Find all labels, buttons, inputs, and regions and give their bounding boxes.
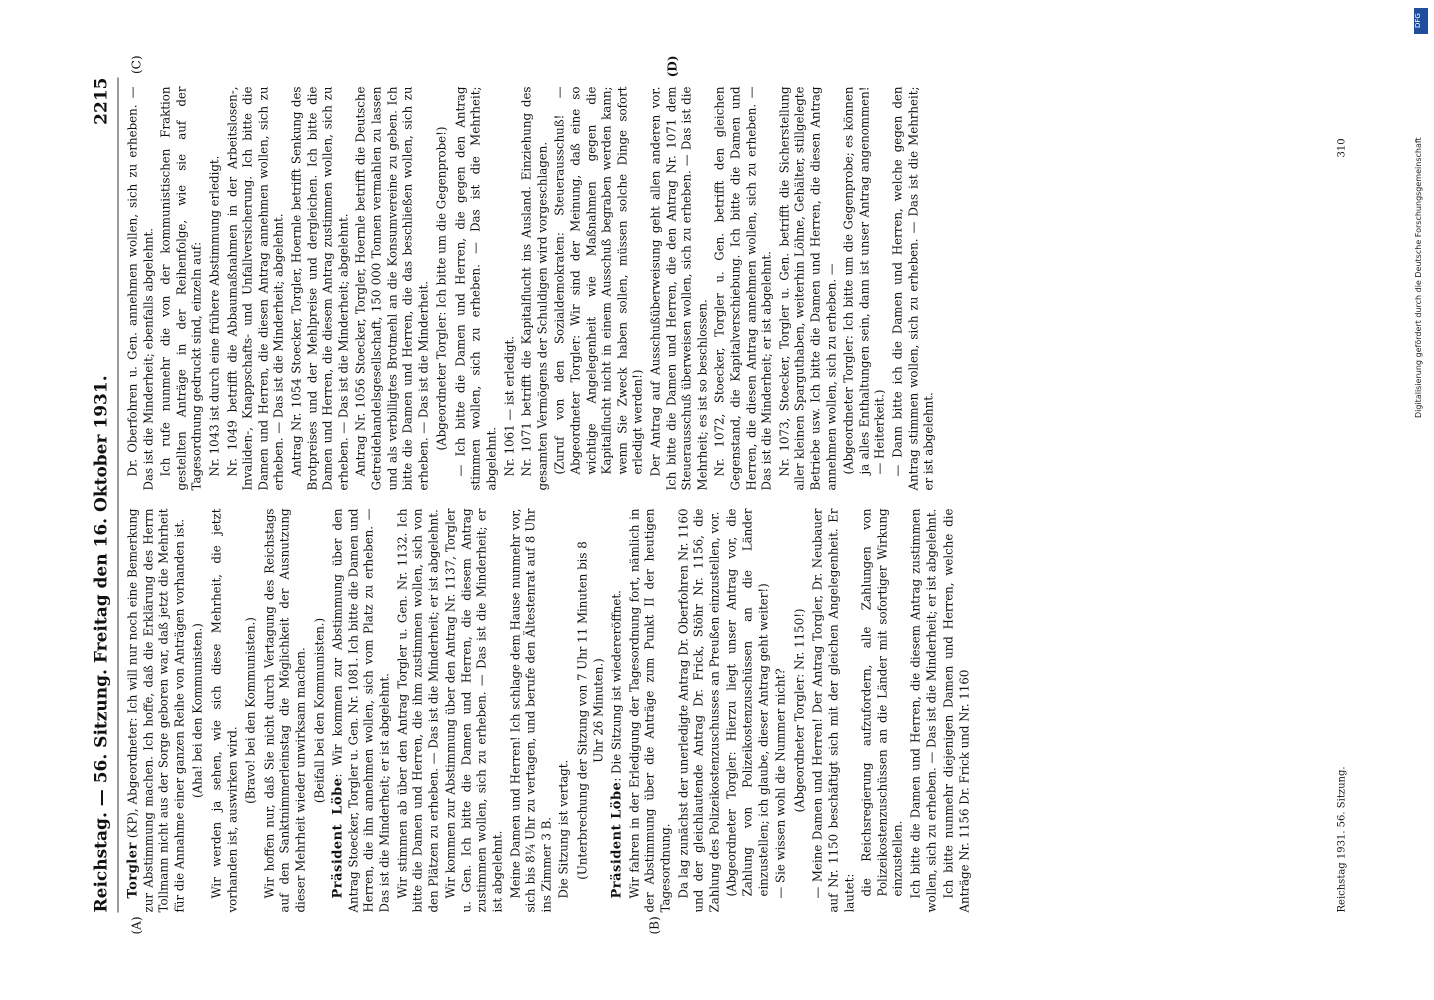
speaker-name: Präsident Löbe (330, 777, 346, 899)
paragraph: Meine Damen und Herren! Ich schlage dem Hause nunmehr vor, sich bis 8¼ Uhr zu vertagen, und berufe den Ältestenrat auf 8 Uhr ins Zimmer 3 B. (508, 508, 554, 913)
paragraph: Antrag Nr. 1054 Stoecker, Torgler, Hoernle betrifft Senkung des Brotpreises und der Mehlpreise und dergleichen. Ich bitte die Damen und Herren, die diesem Antrag zustimmen wollen, sich zu erheben. — Das ist die Minderheit; abgelehnt. (289, 86, 351, 491)
left-column (126, 509, 975, 913)
interjection: (Aha! bei den Kommunisten.) (190, 623, 205, 798)
margin-marker-b: (B) (647, 916, 662, 935)
speech-text: : Die Sitzung ist wiedereröffnet. (609, 590, 624, 782)
speech-text: : Wir kommen zur Abstimmung über den Antrag Stoecker, Torgler u. Gen. Nr. 1081. Ich bitte die Damen und Herren, die ihn annehmen wollen, sich vom Platz zu erheben. — Das ist die Minderheit; er ist abgelehnt. (330, 508, 392, 913)
paragraph: Wir hoffen nur, daß Sie nicht durch Vertagung des Reichstags auf den Sanktnimmerleinstag die Möglichkeit der Ausnutzung dieser Mehrheit wieder unwirksam machen. (262, 508, 308, 913)
speaker-name: Torgler (125, 842, 141, 899)
block-quote: (Abgeordneter Torgler: Ich bitte um die Gegenprobe; es können ja alles Enthaltungen sein, dann ist unser Antrag angenommen! — Heiterkeit.) (841, 86, 887, 475)
speech-paragraph (126, 509, 188, 913)
speaker-name: Präsident Löbe (609, 781, 625, 899)
digitization-credit (1414, 8, 1428, 998)
paragraph: Da lag zunächst der unerledigte Antrag Dr. Oberfohren Nr. 1160 und der gleichlautende Antrag Dr. Frick, Stöhr Nr. 1156, die Zahlung des Polizeikostenzuschusses an Preußen einzustellen, vor. (676, 508, 722, 913)
paragraph: — Sie wissen wohl die Nummer nicht? (773, 668, 788, 899)
speech-text: (KP), Abgeordneter: Ich will nur noch eine Bemerkung zur Abstimmung machen. Ich hoffe, daß die Erklärung des Herrn Tollmann nicht aus der Sorge geboren war, daß jetzt die Mehrheit für die Annahme einer ganzen Reihe von Anträgen vorhanden ist. (125, 508, 187, 913)
block-quote: (Zuruf von den Sozialdemokraten: Steuerausschuß! — Abgeordneter Torgler: Wir sind der Meinung, daß eine so wichtige Angelegenheit wie Maßnahmen gegen die Kapitalflucht nicht in einem Ausschuß begraben werden kann; wenn Sie Zweck haben sollen, müssen solche Dinge sofort erledigt werden!) (552, 86, 645, 475)
right-column (126, 87, 940, 491)
paragraph: Wir werden ja sehen, wie sich diese Mehrheit, die jetzt vorhanden ist, auswirken wird. (209, 508, 240, 913)
paragraph: — Meine Damen und Herren! Der Antrag Torgler, Dr. Neubauer auf Nr. 1150 beschäftigt sich mit der gleichen Angelegenheit. Er lautet: (810, 508, 857, 913)
paragraph: Wir stimmen ab über den Antrag Torgler u. Gen. Nr. 1132. Ich bitte die Damen und Herren, die ihm zustimmen wollen, sich von den Plätzen zu erheben. — Das ist die Minderheit; er ist abgelehnt. (395, 508, 441, 913)
paragraph: — Dann bitte ich die Damen und Herren, welche gegen den Antrag stimmen wollen, sich zu erheben. — Das ist die Mehrheit; er ist abgelehnt. (890, 86, 936, 491)
interjection: (Beifall bei den Kommunisten.) (312, 617, 327, 804)
paragraph: Ich bitte nunmehr diejenigen Damen und Herren, welche die Anträge Nr. 1156 Dr. Frick und Nr. 1160 (941, 508, 972, 913)
paragraph: Nr. 1071 betrifft die Kapitalflucht ins Ausland. Einziehung des gesamten Vermögens der Schuldigen wird vorgeschlagen. (519, 86, 550, 491)
header-title: Reichstag. — 56. Sitzung. Freitag den 16. Oktober 1931. (91, 375, 112, 913)
header-rule (118, 78, 119, 913)
document-page (78, 48, 1358, 953)
speech-paragraph (331, 509, 393, 913)
interjection: (Abgeordneter Torgler: Ich bitte um die Gegenprobe!) (434, 126, 449, 451)
paragraph: Ich bitte die Damen und Herren, die diesem Antrag zustimmen wollen, sich zu erheben. — Das ist die Minderheit; er ist abgelehnt. (908, 508, 938, 913)
paragraph: Nr. 1049 betrifft die Abbaumaßnahmen in der Arbeitslosen-, Invaliden-, Knappschafts- und Unfallversicherung. Ich bitte die Damen und Herren, die diesen Antrag annehmen wollen, sich zu erheben. — Das ist die Minderheit; abgelehnt. (225, 86, 286, 491)
paragraph: Nr. 1073, Stoecker, Torgler u. Gen. betrifft die Sicherstellung aller kleinen Sparguthaben, weiterhin Löhne, Gehälter, stillgelegte Betriebe usw. Ich bitte die Damen und Herren, die diesen Antrag annehmen wollen, sich zu erheben. — (777, 86, 839, 491)
footer-note: Reichstag 1931. 56. Sitzung. (1336, 766, 1348, 913)
interjection: (Unterbrechung der Sitzung von 7 Uhr 11 Minuten bis 8 Uhr 26 Minuten.) (575, 541, 606, 880)
dfg-credit-text: Digitalisierung gefördert durch die Deutsche Forschungsgemeinschaft (1414, 137, 1423, 418)
dfg-logo: DFG (1414, 8, 1428, 34)
paragraph: Wir fahren in der Erledigung der Tagesordnung fort, nämlich in der Abstimmung über die Anträge zum Punkt II der heutigen Tagesordnung. (627, 508, 673, 913)
block-quote: (Abgeordneter Torgler: Hierzu liegt unser Antrag vor, die Zahlung von Polizeikostenzuschüssen an die Länder einzustellen; ich glaube, dieser Antrag geht weiter!) (724, 508, 771, 897)
interjection: (Abgeordneter Torgler: Nr. 1150!) (792, 608, 807, 813)
paragraph: Nr. 1043 ist durch eine frühere Abstimmung erledigt. (207, 155, 222, 477)
interjection: (Bravo! bei den Kommunisten.) (243, 617, 258, 804)
speech-paragraph (610, 509, 626, 913)
paragraph: Der Antrag auf Ausschußüberweisung geht allen anderen vor. Ich bitte die Damen und Herren, die den Antrag Nr. 1071 dem Steuerausschuß überweisen wollen, sich zu erheben. — Das ist die Mehrheit; es ist so beschlossen. (648, 86, 710, 491)
paragraph: Nr. 1072, Stoecker, Torgler u. Gen. betrifft den gleichen Gegenstand, die Kapitalverschiebung. Ich bitte die Damen und Herren, die diesen Antrag annehmen wollen, sich zu erheben. — Das ist die Minderheit; er ist abgelehnt. (712, 86, 774, 491)
page-number: 2215 (91, 77, 112, 125)
paragraph: Die Sitzung ist vertagt. (556, 759, 571, 899)
paragraph: Nr. 1061 — ist erledigt. (502, 335, 517, 477)
paragraph: Antrag Nr. 1056 Stoecker, Torgler, Hoernle betrifft die Deutsche Getreidehandelsgesellschaft, 150 000 Tonnen vermahlen zu lassen und als verbilligtes Brotmehl an die Konsumvereine zu geben. Ich bitte die Damen und Herren, die das beschließen wollen, sich zu erheben. — Das ist die Minderheit. (353, 86, 431, 491)
margin-marker-a: (A) (129, 916, 144, 935)
page-header (92, 78, 114, 913)
paragraph: — Ich bitte die Damen und Herren, die gegen den Antrag stimmen wollen, sich zu erheben. — Das ist die Mehrheit; abgelehnt. (453, 86, 499, 491)
sheet-signature: 310 (1336, 138, 1348, 158)
block-quote: die Reichsregierung aufzufordern, alle Zahlungen von Polizeikostenzuschüssen an die Länder mit sofortiger Wirkung einzustellen. (859, 508, 905, 897)
margin-marker-c: (C) (129, 55, 144, 75)
paragraph: Wir kommen zur Abstimmung über den Antrag Nr. 1137, Torgler u. Gen. Ich bitte die Damen und Herren, die diesem Antrag zustimmen wollen, sich zu erheben. — Das ist die Minderheit; er ist abgelehnt. (443, 508, 505, 913)
margin-marker-d: (D) (665, 55, 680, 78)
paragraph: Ich rufe nunmehr die von der kommunistischen Fraktion gestellten Anträge in der Reihenfolge, wie sie auf der Tagesordnung gedruckt sind, einzeln auf: (158, 86, 204, 491)
paragraph: Dr. Oberfohren u. Gen. annehmen wollen, sich zu erheben. — Das ist die Minderheit; ebenfalls abgelehnt. (125, 86, 156, 491)
